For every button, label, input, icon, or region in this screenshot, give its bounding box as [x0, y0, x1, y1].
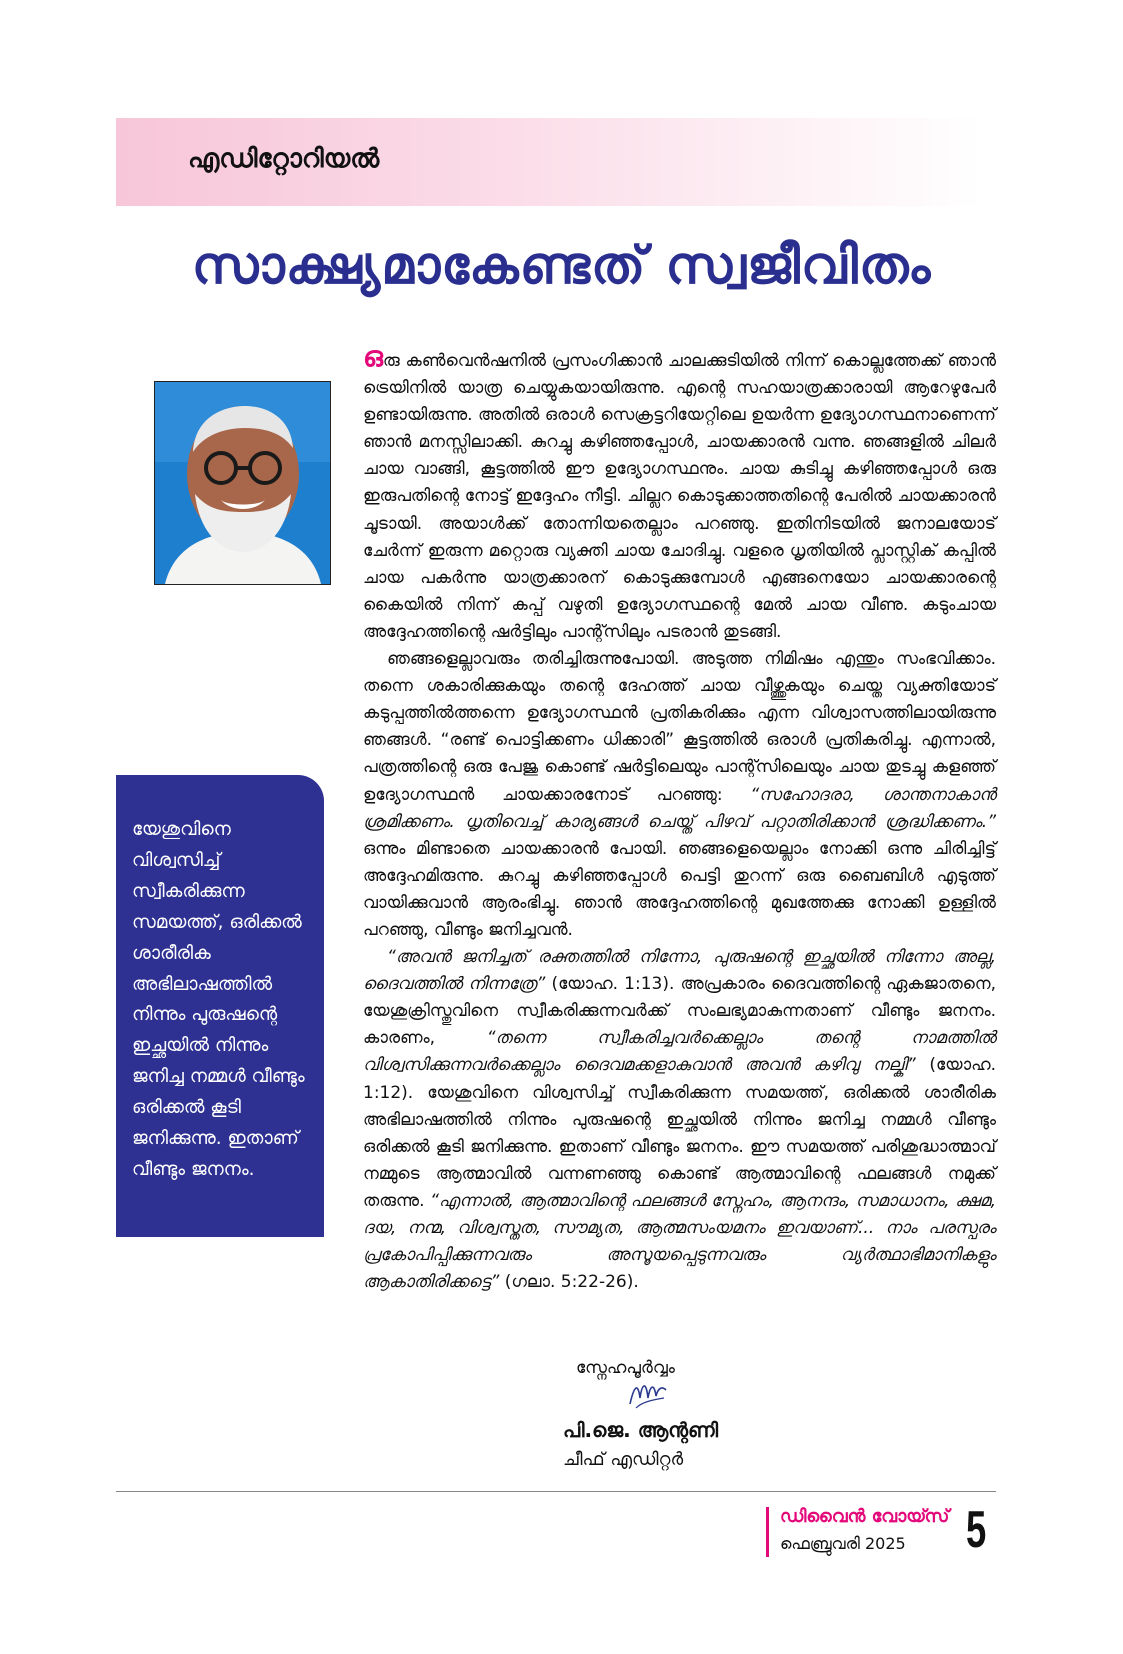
page-number: 5 — [966, 1501, 987, 1559]
body-text: (യോഹ. 1:12). യേശുവിനെ വിശ്വസിച്ച് സ്വീകരിക്കുന്ന സമയത്ത്, ഒരിക്കൽ ശാരീരിക അഭിലാഷത്തിൽ നിന്നും പുരുഷന്റെ ഇച്ഛയിൽ നിന്നും ജനിച്ച നമ്മൾ വീണ്ടും ഒരിക്കൽ കൂടി ജനിക്കുന്നു. ഇതാണ് വീണ്ടും ജനനം. ഈ സമയത്ത് പരിശുദ്ധാത്മാവ് നമ്മുടെ ആത്മാവിൽ വന്നണഞ്ഞു കൊണ്ട് ആത്മാവിന്റെ ഫലങ്ങൾ നമുക്ക് തരുന്നു. — [363, 1055, 996, 1211]
body-text: (ഗലാ. 5:22-26). — [499, 1272, 639, 1293]
drop-cap: ഒ — [363, 340, 383, 373]
page-title: സാക്ഷ്യമാകേണ്ടത് സ്വജീവിതം — [191, 236, 932, 296]
body-text: രു കൺവെൻഷനിൽ പ്രസംഗിക്കാൻ ചാലക്കുടിയിൽ നിന്ന് കൊല്ലത്തേക്ക് ഞാൻ ട്രെയിനിൽ യാത്ര ചെയ്യുകയായിരുന്നു. എന്റെ സഹയാത്രക്കാരായി ആറേഴുപേർ ഉണ്ടായിരുന്നു. അതിൽ ഒരാൾ സെക്രട്ടറിയേറ്റിലെ ഉയർന്ന ഉദ്യോഗസ്ഥനാണെന്ന് ഞാൻ മനസ്സിലാക്കി. കുറച്ചു കഴിഞ്ഞപ്പോൾ, ചായക്കാരൻ വന്നു. ഞങ്ങളിൽ ചിലർ ചായ വാങ്ങി, കൂട്ടത്തിൽ ഈ ഉദ്യോഗസ്ഥനും. ചായ കുടിച്ചു കഴിഞ്ഞപ്പോൾ ഒരു ഇരുപതിന്റെ നോട്ട് ഇദ്ദേഹം നീട്ടി. ചില്ലറ കൊടുക്കാത്തതിന്റെ പേരിൽ ചായക്കാരൻ ചൂടായി. അയാൾക്ക് തോന്നിയതെല്ലാം പറഞ്ഞു. ഇതിനിടയിൽ ജനാലയോട് ചേർന്ന് ഇരുന്ന മറ്റൊരു വ്യക്തി ചായ ചോദിച്ചു. വളരെ ധൃതിയിൽ പ്ലാസ്റ്റിക് കപ്പിൽ ചായ പകർന്നു യാത്രക്കാരന് കൊടുക്കുമ്പോൾ എങ്ങനെയോ ചായക്കാരന്റെ കൈയിൽ നിന്ന് കപ്പ് വഴുതി ഉദ്യോഗസ്ഥന്റെ മേൽ ചായ വീണു. കടുംചായ അദ്ദേഹത്തിന്റെ ഷർട്ടിലും പാന്റ്സിലും പടരാൻ തുടങ്ങി. — [363, 351, 996, 642]
quoted-text: “സഹോദരാ, ശാന്തനാകാൻ ശ്രമിക്കണം. ധൃതിവെച്ച് കാര്യങ്ങൾ ചെയ്ത് പിഴവ് പറ്റാതിരിക്കാൻ ശ്രദ്ധിക്കണം.” — [363, 784, 997, 832]
magazine-name: ഡിവൈൻ വോയ്സ് — [780, 1506, 950, 1527]
body-text: (യോഹ. 1:13). അപ്രകാരം ദൈവത്തിന്റെ ഏകജാതനെ, യേശുക്രിസ്തുവിനെ സ്വീകരിക്കുന്നവർക്ക് സംലഭ്യമാകുന്നതാണ് വീണ്ടും ജനനം. കാരണം, — [363, 974, 996, 1049]
scripture-quote: “എന്നാൽ, ആത്മാവിന്റെ ഫലങ്ങൾ സ്നേഹം, ആനന്ദം, സമാധാനം, ക്ഷമ, ദയ, നന്മ, വിശ്വസ്തത, സൗമ്യത, ആത്മസംയമനം ഇവയാണ്... നാം പരസ്പരം പ്രകോപിപ്പിക്കുന്നവരും അസൂയപ്പെടുന്നവരും വ്യർത്ഥാഭിമാനികളും ആകാതിരിക്കട്ടെ” — [363, 1190, 996, 1293]
pull-quote-text: യേശുവിനെ വിശ്വസിച്ച് സ്വീകരിക്കുന്ന സമയത്ത്, ഒരിക്കൽ ശാരീരിക അഭിലാഷത്തിൽ നിന്നും പുരുഷന്റെ ഇച്ഛയിൽ നിന്നും ജനിച്ച നമ്മൾ വീണ്ടും ഒരിക്കൽ കൂടി ജനിക്കുന്നു. ഇതാണ് വീണ്ടും ജനനം. — [132, 819, 305, 1180]
body-text: ഞങ്ങളെല്ലാവരും തരിച്ചിരുന്നുപോയി. അടുത്ത നിമിഷം എന്തും സംഭവിക്കാം. തന്നെ ശകാരിക്കുകയും തന്റെ ദേഹത്ത് ചായ വീഴ്ത്തുകയും ചെയ്ത വ്യക്തിയോട് കടുപ്പത്തിൽത്തന്നെ ഉദ്യോഗസ്ഥൻ പ്രതികരിക്കും എന്ന വിശ്വാസത്തിലായിരുന്നു ഞങ്ങൾ. “രണ്ട് പൊട്ടിക്കണം ധിക്കാരി” കൂട്ടത്തിൽ ഒരാൾ പ്രതികരിച്ചു. എന്നാൽ, പത്രത്തിന്റെ ഒരു പേജു കൊണ്ട് ഷർട്ടിലെയും പാന്റ്സിലെയും ചായ തുടച്ചു കളഞ്ഞ് ഉദ്യോഗസ്ഥൻ ചായക്കാരനോട് പറഞ്ഞു: — [363, 649, 996, 805]
footer-divider — [116, 1491, 996, 1492]
author-photo — [154, 381, 331, 585]
closing-greeting: സ്നേഹപൂർവ്വം — [576, 1358, 675, 1378]
handwritten-signature — [626, 1376, 670, 1416]
author-portrait-image — [155, 382, 330, 584]
scripture-quote: “തന്നെ സ്വീകരിച്ചവർക്കെല്ലാം തന്റെ നാമത്തിൽ വിശ്വസിക്കുന്നവർക്കെല്ലാം ദൈവമക്കളാകുവാൻ അവൻ കഴിവു നല്കി” — [363, 1028, 996, 1076]
section-label: എഡിറ്റോറിയൽ — [188, 144, 380, 174]
footer-accent-bar — [766, 1507, 769, 1557]
body-paragraph — [363, 646, 996, 944]
body-paragraph — [363, 340, 996, 646]
editor-title: ചീഫ് എഡിറ്റർ — [563, 1449, 684, 1470]
editor-name: പി.ജെ. ആന്റണി — [563, 1418, 719, 1442]
scripture-quote: “അവൻ ജനിച്ചത് രക്തത്തിൽ നിന്നോ, പുരുഷന്റെ ഇച്ഛയിൽ നിന്നോ അല്ല, ദൈവത്തിൽ നിന്നത്രേ” — [363, 947, 996, 995]
body-paragraph — [363, 944, 996, 1296]
body-text: ഒന്നും മിണ്ടാതെ ചായക്കാരൻ പോയി. ഞങ്ങളെയെല്ലാം നോക്കി ഒന്നു ചിരിച്ചിട്ട് അദ്ദേഹമിരുന്നു. കുറച്ചു കഴിഞ്ഞപ്പോൾ പെട്ടി തുറന്ന് ഒരു ബൈബിൾ എടുത്ത് വായിക്കുവാൻ ആരംഭിച്ചു. ഞാൻ അദ്ദേഹത്തിന്റെ മുഖത്തേക്കു നോക്കി ഉള്ളിൽ പറഞ്ഞു, വീണ്ടും ജനിച്ചവൻ. — [363, 838, 996, 940]
editorial-body — [363, 340, 997, 1296]
issue-date: ഫെബ്രുവരി 2025 — [780, 1534, 906, 1553]
